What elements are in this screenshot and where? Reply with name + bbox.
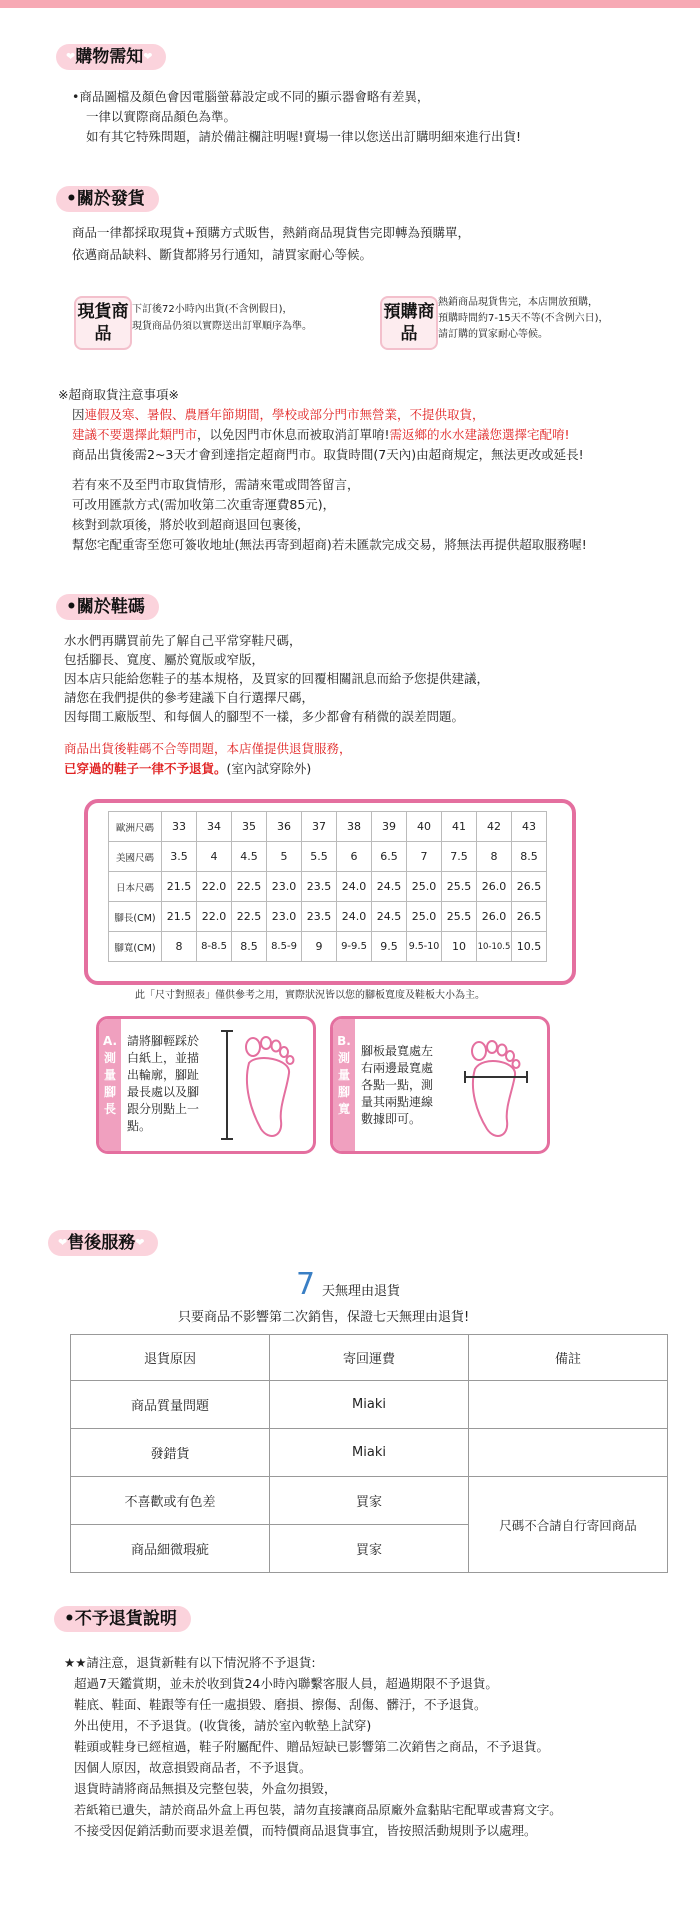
notice-line: 一律以實際商品顏色為準。 [86,109,237,124]
size-cell: 36 [267,812,302,842]
measure-width-text: 各點一點，測 [361,1078,434,1092]
size-line: 因每間工廠版型、和每個人的腳型不一樣，多少都會有稍微的誤差問題。 [64,709,465,724]
size-row-label: 腳寬(CM) [109,932,162,962]
fee-cell: 買家 [270,1525,469,1573]
size-warning: 商品出貨後鞋碼不合等問題，本店僅提供退貨服務， [64,741,352,756]
noreturn-line: 超過7天鑑賞期，並未於收到貨24小時內聯繫客服人員，超過期限不予退貨。 [74,1676,498,1691]
noreturn-section-tag: •不予退貨說明 [54,1606,191,1632]
size-row-eu [109,812,547,842]
size-cell: 8 [162,932,197,962]
size-cell: 43 [512,812,547,842]
measure-width-text: 量其兩點連線 [361,1095,434,1109]
size-line: 水水們再購買前先了解自己平常穿鞋尺碼， [64,633,302,648]
size-cell: 25.5 [442,902,477,932]
reason-cell: 不喜歡或有色差 [71,1477,270,1525]
notice-title: 購物需知 [75,47,144,67]
return-policy-table [70,1334,668,1573]
measure-length-text: 請將腳輕踩於 [127,1034,200,1048]
size-row-foot-width [109,932,547,962]
size-cell: 10.5 [512,932,547,962]
size-line: 因本店只能給您鞋子的基本規格，及買家的回覆相關訊息而給予您提供建議， [64,671,490,686]
size-cell: 6.5 [372,842,407,872]
noreturn-line: 鞋底、鞋面、鞋跟等有任一處損毀、磨損、擦傷、刮傷、髒汙，不予退貨。 [74,1697,487,1712]
measure-width-text: 腳板最寬處左 [361,1044,434,1058]
size-cell: 6 [337,842,372,872]
measure-width-box [330,1016,550,1154]
aftersale-section-tag [48,1230,158,1256]
return-table-header [71,1335,668,1381]
preorder-desc: 預購時間約7-15天不等(不含例六日)， [438,313,609,324]
remark-cell-empty [469,1429,668,1477]
table-row [71,1381,668,1429]
noreturn-line: 若紙箱已遺失，請於商品外盒上再包裝，請勿直接讓商品原廠外盒黏貼宅配單或書寫文字。 [74,1803,562,1817]
store-more-line: 幫您宅配重寄至您可簽收地址(無法再寄到超商)若未匯款完成交易，將無法再提供超取服務喔! [72,537,587,552]
header-cell: 退貨原因 [71,1335,270,1381]
size-cell: 40 [407,812,442,842]
size-cell: 23.0 [267,902,302,932]
aftersale-subtitle: 只要商品不影響第二次銷售，保證七天無理由退貨! [178,1310,470,1325]
seven-day-number: 7 [296,1267,316,1302]
size-line: 包括腳長、寬度、屬於寬版或窄版， [64,652,265,667]
fee-cell: 買家 [270,1477,469,1525]
store-warning: 需返鄉的水水建議您選擇宅配唷! [389,427,570,442]
size-row-jp [109,872,547,902]
noreturn-line: 退貨時請將商品無損及完整包裝，外盒勿損毀， [74,1781,337,1796]
size-cell: 25.5 [442,872,477,902]
instock-desc: 現貨商品仍須以實際送出訂單順序為準。 [132,321,312,332]
size-cell: 8.5 [232,932,267,962]
heart-icon: ❤ [135,1236,145,1249]
size-cell: 25.0 [407,872,442,902]
notice-line: •商品圖檔及顏色會因電腦螢幕設定或不同的顯示器會略有差異， [72,89,430,104]
size-line: 請您在我們提供的參考建議下自行選擇尺碼， [64,690,315,705]
header-cell: 備註 [469,1335,668,1381]
size-cell: 21.5 [162,872,197,902]
size-cell: 22.0 [197,902,232,932]
size-row-label: 腳長(CM) [109,902,162,932]
table-row [71,1429,668,1477]
size-cell: 22.5 [232,902,267,932]
noreturn-line: 因個人原因，故意損毀商品者，不予退貨。 [74,1760,312,1775]
notice-line: 如有其它特殊問題，請於備註欄註明喔!賣場一律以您送出訂購明細來進行出貨! [86,129,522,144]
size-cell: 8-8.5 [197,932,232,962]
shipping-line: 商品一律都採取現貨+預購方式販售，熱銷商品現貨售完即轉為預購單， [72,225,470,240]
reason-cell: 發錯貨 [71,1429,270,1477]
shipping-line: 依邁商品缺料、斷貨都將另行通知，請買家耐心等候。 [72,247,373,262]
reason-cell: 商品細微瑕疵 [71,1525,270,1573]
size-cell: 8.5-9 [267,932,302,962]
store-more-line: 若有來不及至門市取貨情形，需請來電或問答留言， [72,477,360,492]
foot-width-icon [451,1025,543,1145]
size-cell: 9 [302,932,337,962]
size-cell: 24.0 [337,872,372,902]
noreturn-line: 鞋頭或鞋身已經楦過，鞋子附屬配件、贈品短缺已影響第二次銷售之商品，不予退貨。 [74,1739,550,1754]
size-cell: 3.5 [162,842,197,872]
size-cell: 5 [267,842,302,872]
store-notice-line-2 [72,426,570,444]
store-more-line: 可改用匯款方式(需加收第二次重寄運費85元)， [72,497,336,512]
table-row [71,1477,668,1525]
size-cell: 9-9.5 [337,932,372,962]
size-cell: 26.5 [512,902,547,932]
size-cell: 9.5-10 [407,932,442,962]
measure-length-text: 出輪廓，腳趾 [127,1068,200,1082]
size-chart-note: 此「尺寸對照表」僅供參考之用，實際狀況皆以您的腳板寬度及鞋板大小為主。 [135,990,485,1001]
store-notice-line-3: 商品出貨後需2~3天才會到達指定超商門市。取貨時間(7天內)由超商規定，無法更改或延長! [72,447,584,462]
store-notice-line-1 [72,406,485,424]
measure-width-text: 右兩邊最寬處 [361,1061,434,1075]
size-cell: 26.0 [477,872,512,902]
store-warning: 連假及寒、暑假、農曆年節期間，學校或部分門市無營業，不提供取貨， [84,407,485,422]
measure-width-side-label: B.測量腳寬 [333,1019,355,1151]
size-cell: 10-10.5 [477,932,512,962]
size-cell: 24.5 [372,902,407,932]
size-row-label: 美國尺碼 [109,842,162,872]
store-text: 因 [72,407,85,422]
remark-cell: 尺碼不合請自行寄回商品 [469,1477,668,1573]
measure-length-side-label: A.測量腳長 [99,1019,121,1151]
size-cell: 8.5 [512,842,547,872]
size-cell: 4 [197,842,232,872]
size-cell: 35 [232,812,267,842]
notice-section-tag [56,44,166,70]
measure-length-box [96,1016,316,1154]
size-cell: 22.5 [232,872,267,902]
size-cell: 7.5 [442,842,477,872]
measure-length-text: 白紙上，並描 [127,1051,200,1065]
size-row-label: 歐洲尺碼 [109,812,162,842]
measure-length-text: 點。 [127,1119,152,1133]
size-warning-bold: 已穿過的鞋子一律不予退貨。 [64,761,227,776]
size-cell: 41 [442,812,477,842]
size-cell: 23.5 [302,902,337,932]
size-cell: 23.5 [302,872,337,902]
size-cell: 34 [197,812,232,842]
noreturn-line: 外出使用，不予退貨。(收貨後，請於室內軟墊上試穿) [74,1718,372,1733]
size-cell: 4.5 [232,842,267,872]
measure-length-text: 跟分別點上一 [127,1102,200,1116]
instock-desc: 下訂後72小時內出貨(不含例假日)， [132,304,293,315]
seven-day-text: 天無理由退貨 [322,1284,401,1299]
noreturn-intro: ★★請注意，退貨新鞋有以下情況將不予退貨: [64,1655,316,1670]
size-cell: 25.0 [407,902,442,932]
size-cell: 42 [477,812,512,842]
size-cell: 7 [407,842,442,872]
header-cell: 寄回運費 [270,1335,469,1381]
size-cell: 26.0 [477,902,512,932]
store-warning: 建議不要選擇此類門市 [72,427,198,442]
top-pink-bar [0,0,700,8]
size-section-tag: •關於鞋碼 [56,594,159,620]
aftersale-title: 售後服務 [67,1233,136,1253]
heart-icon: ❤ [143,50,153,63]
size-cell: 24.0 [337,902,372,932]
size-chart-table [108,811,547,962]
preorder-desc: 熱銷商品現貨售完，本店開放預購， [438,297,598,308]
size-cell: 37 [302,812,337,842]
size-cell: 8 [477,842,512,872]
remark-cell-empty [469,1381,668,1429]
fee-cell: Miaki [270,1381,469,1429]
size-cell: 10 [442,932,477,962]
size-cell: 24.5 [372,872,407,902]
size-cell: 33 [162,812,197,842]
size-row-foot-length [109,902,547,932]
size-chart-frame [84,799,576,985]
size-cell: 22.0 [197,872,232,902]
size-row-us [109,842,547,872]
size-cell: 21.5 [162,902,197,932]
heart-icon: ❤ [66,50,76,63]
store-more-line: 核對到款項後，將於收到超商退回包裹後， [72,517,310,532]
preorder-label: 預購商品 [380,296,438,350]
size-warning-2 [64,760,311,778]
shipping-section-tag: •關於發貨 [56,186,159,212]
store-notice-title: ※超商取貨注意事項※ [58,387,179,402]
instock-label: 現貨商品 [74,296,132,350]
size-cell: 39 [372,812,407,842]
store-text: ，以免因門市休息而被取消訂單唷! [197,427,390,442]
fee-cell: Miaki [270,1429,469,1477]
measure-length-text: 最長處以及腳 [127,1085,200,1099]
preorder-desc: 請訂購的買家耐心等候。 [438,329,548,340]
size-cell: 23.0 [267,872,302,902]
size-cell: 5.5 [302,842,337,872]
size-cell: 38 [337,812,372,842]
size-cell: 26.5 [512,872,547,902]
noreturn-line: 不接受因促銷活動而要求退差價，而特價商品退貨事宜，皆按照活動規則予以處理。 [74,1823,537,1838]
size-cell: 9.5 [372,932,407,962]
reason-cell: 商品質量問題 [71,1381,270,1429]
heart-icon: ❤ [58,1236,68,1249]
size-row-label: 日本尺碼 [109,872,162,902]
size-warning-note: (室內試穿除外) [226,761,312,776]
foot-length-icon [217,1025,307,1145]
measure-width-text: 數據即可。 [361,1112,422,1126]
